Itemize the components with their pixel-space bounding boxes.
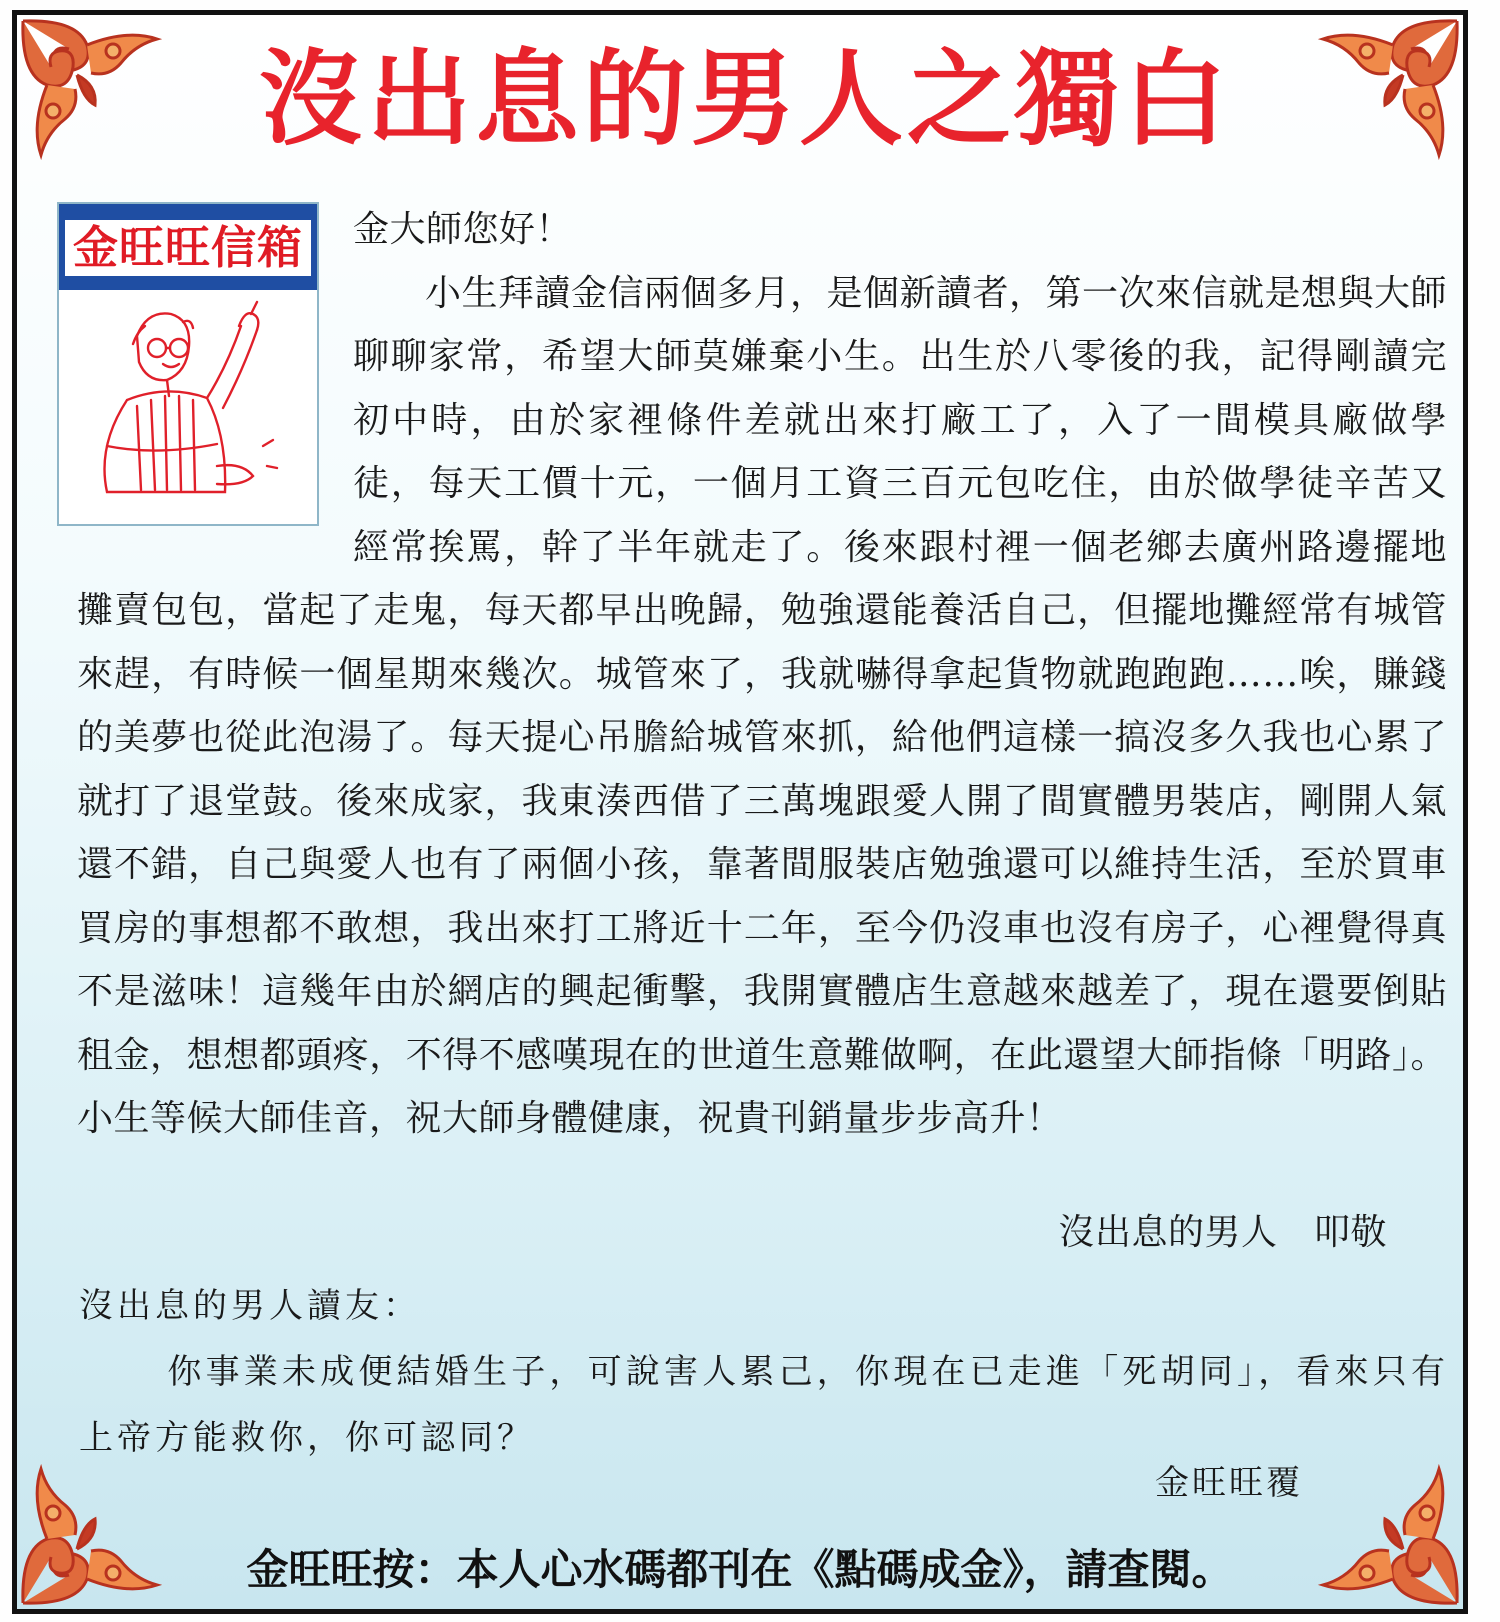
letter-body: 小生拜讀金信兩個多月，是個新讀者，第一次來信就是想與大師聊聊家常，希望大師莫嫌棄小生。出生於八零後的我，記得剛讀完初中時，由於家裡條件差就出來打廠工了，入了一間模具廠做學徒，每天工價十元，一個月工資三百元包吃住，由於做學徒辛苦又經常挨罵，幹了半年就走了。後來跟村裡一個老鄉去廣州路邊擺地攤賣包包，當起了走鬼，每天都早出晚歸，勉強還能養活自己，但擺地攤經常有城管來趕，有時候一個星期來幾次。城管來了，我就嚇得拿起貨物就跑跑跑……唉，賺錢的美夢也從此泡湯了。每天提心吊膽給城管來抓，給他們這樣一搞沒多久我也心累了就打了退堂鼓。後來成家，我東湊西借了三萬塊跟愛人開了間實體男裝店，剛開人氣還不錯，自己與愛人也有了兩個小孩，靠著間服裝店勉強還可以維持生活，至於買車買房的事想都不敢想，我出來打工將近十二年，至今仍沒車也沒有房子，心裡覺得真不是滋味！這幾年由於網店的興起衝擊，我開實體店生意越來越差了，現在還要倒貼租金，想想都頭疼，不得不感嘆現在的世道生意難做啊，在此還望大師指條「明路」。小生等候大師佳音，祝大師身體健康，祝貴刊銷量步步高升！ xyxy=(77,272,1448,1139)
column-logo-text: 金旺旺信箱 xyxy=(65,220,311,276)
reply-signature: 金旺旺覆 xyxy=(1155,1463,1303,1503)
letter-greeting: 金大師您好！ xyxy=(353,209,573,250)
corner-ornament-icon xyxy=(17,15,167,165)
letter-signature: 沒出息的男人 叩敬 xyxy=(1058,1212,1387,1253)
reader-letter xyxy=(77,198,1447,1151)
article-title: 沒出息的男人之獨白 xyxy=(258,38,1231,160)
editor-reply xyxy=(79,1273,1449,1471)
reply-body: 你事業未成便結婚生子，可說害人累己，你現在已走進「死胡同」，看來只有上帝方能救你，你可認同？ xyxy=(79,1352,1449,1458)
article-frame xyxy=(12,10,1468,1614)
corner-ornament-icon xyxy=(1313,15,1463,165)
reply-salutation: 沒出息的男人讀友： xyxy=(79,1286,421,1326)
footer-note: 金旺旺按：本人心水碼都刊在《點碼成金》，請查閱。 xyxy=(246,1545,1234,1594)
